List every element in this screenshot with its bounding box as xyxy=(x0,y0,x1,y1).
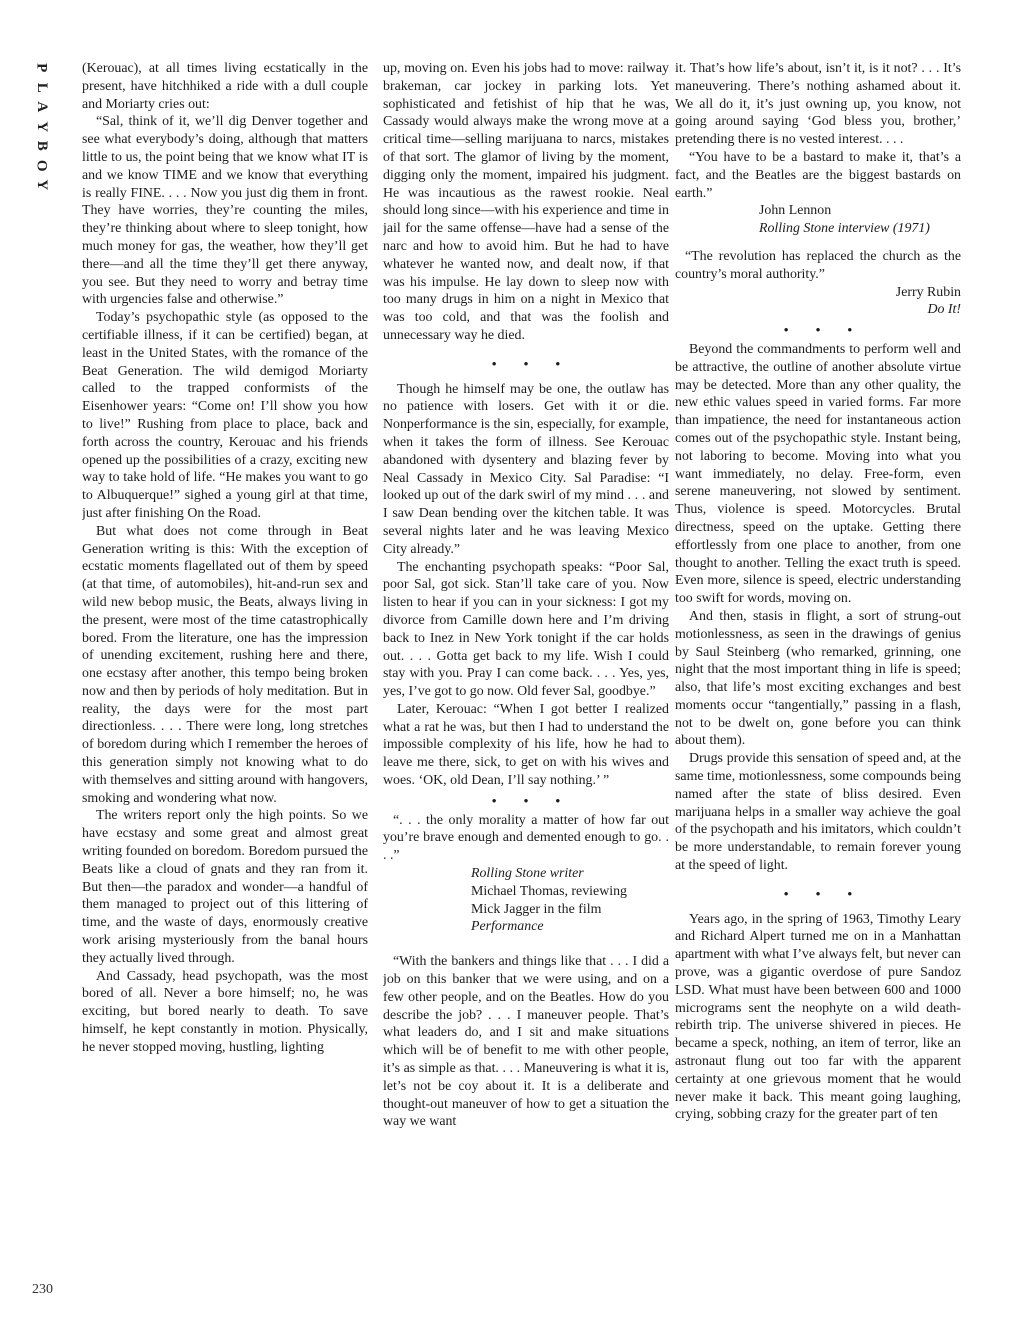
attribution-line: Mick Jagger in the film xyxy=(471,901,602,917)
masthead-letter: Y xyxy=(33,120,50,132)
epigraph-quote: “With the bankers and things like that . . . I did a job on this banker that we were using, and on a few other people, and on the Beatles. How do you describe the job? . . . I maneuver people. That’s what leaders do, and I sit and make situations which will be of benefit to me with other people, it’s as simple as that. . . . Maneuvering is what it is, let’s not be coy about it. It is a deliberate and thought-out maneuver of how to get a situation the way we want xyxy=(383,954,669,1130)
masthead-letter: Y xyxy=(33,179,50,191)
attribution-publication: Rolling Stone writer xyxy=(471,866,584,882)
page-number: 230 xyxy=(32,1282,53,1297)
attribution-author: John Lennon xyxy=(759,203,832,219)
attribution-film: Performance xyxy=(471,919,544,935)
masthead-letter: P xyxy=(33,63,50,73)
section-separator: • • • xyxy=(491,792,573,808)
paragraph: Later, Kerouac: “When I got better I realized what a rat he was, but then I had to understand the impossible complexity of his life, how he had to leave me there, sick, to get on with his wives and woes. ‘OK, old Dean, I’ll say nothing.’ ” xyxy=(383,701,669,789)
paragraph: “You have to be a bastard to make it, that’s a fact, and the Beatles are the biggest bastards on earth.” xyxy=(675,149,961,201)
section-separator: • • • xyxy=(783,885,865,901)
paragraph: And then, stasis in flight, a sort of strung-out motionlessness, as seen in the drawings of genius by Saul Steinberg (who remarked, grinning, one night that the most important thing in life is speed; also, that life’s most exciting exchanges and best moments occur “tangentially,” passing in a flash, not to be dwelt on, gone before you can think about them). xyxy=(675,608,961,749)
paragraph: (Kerouac), at all times living ecstatically in the present, have hitchhiked a ride with a dull couple and Moriarty cries out: xyxy=(82,61,368,112)
paragraph: The enchanting psychopath speaks: “Poor Sal, poor Sal, got sick. Stan’ll take care of you. Now listen to hear if you can in your sickness: I got my divorce from Camille down here and I’m driving back to Inez in New York tonight if the car holds out. . . . Gotta get back to my life. Wish I could stay with you. Pray I can come back. . . . Yes, yes, yes, I’ve got to go now. Old fever Sal, goodbye.” xyxy=(383,559,669,700)
paragraph: “Sal, think of it, we’ll dig Denver together and see what everybody’s doing, although that matters little to us, the point being that we know what IT is and we know TIME and we know that everything is really FINE. . . . Now you just dig them in front. They have worries, they’re counting the miles, they’re thinking about where to sleep tonight, how much money for gas, the weather, how they’ll get there—and all the time they’ll get there anyway, you see. But they need to worry and betray time with urgencies false and otherwise.” xyxy=(82,114,368,308)
attribution-author: Michael Thomas, reviewing xyxy=(471,883,627,899)
paragraph: And Cassady, head psychopath, was the most bored of all. Never a bore himself; no, he was exciting, but bored nearly to death. To save himself, he kept constantly in motion. Physically, he never stopped moving, hustling, lighting xyxy=(82,968,368,1055)
masthead-letter: L xyxy=(33,82,50,93)
paragraph: Today’s psychopathic style (as opposed to the certifiable illness, if it can be certified) began, at least in the United States, with the romance of the Beat Generation. The wild demigod Moriarty called to the trapped conformists of the Eisenhower years: “Come on! I’ll show you how to live!” Rushing from place to place, back and forth across the country, Kerouac and his friends opened up the possibilities of a crazy, exciting new way to take hold of life. “He makes you want to go to Albuquerque!” sighed a young girl at that time, just after finishing On the Road. xyxy=(82,310,368,521)
epigraph-quote: “. . . the only morality a matter of how far out you’re brave enough and demented enough to go. . . .” xyxy=(383,812,669,864)
paragraph: it. That’s how life’s about, isn’t it, is it not? . . . It’s maneuvering. There’s nothing ashamed about it. We all do it, it’s just owning up, you know, not going around saying ‘God bless you, brother,’ pretending there is no vested interest. . . . xyxy=(675,61,961,148)
paragraph: Though he himself may be one, the outlaw has no patience with losers. Get with it or die. Nonperformance is the sin, especially, for example, when it takes the form of illness. See Kerouac abandoned with dysentery and blazing fever by Neal Cassady in Mexico City. Sal Paradise: “I looked up out of the dark swirl of my mind . . . and I saw Dean bending over the kitchen table. It was several nights later and he was leaving Mexico City already.” xyxy=(383,381,669,557)
paragraph: up, moving on. Even his jobs had to move: railway brakeman, car jockey in parking lots. Yet sophisticated and fetishist of hip that he was, Cassady would always make the wrong move at a critical time—selling marijuana to narcs, mistakes of that sort. The glamor of living by the moment, digging only the moment, impaired his judgment. He was incautious as the rawest rookie. Neal should long since—with his experience and time in jail for the same offense—have had a sense of the narc and how to avoid him. But he had to have whatever he wanted now, and dealt now, if that was his impulse. He lay down to sleep now with too many drugs in him on a night in Mexico that was too cold, and that was the foolish and unnecessary way he died. xyxy=(383,61,669,343)
masthead-letter: O xyxy=(33,159,50,172)
paragraph: The writers report only the high points. So we have ecstasy and some great and almost great writing founded on boredom. Boredom pursued the Beats like a cloud of gnats and they ran from it. But then—the paradox and wonder—a handful of them managed to project out of this littering of time, and the waste of days, enormously creative work arising mysteriously from the banal hours they actually lived through. xyxy=(82,808,368,966)
section-separator: • • • xyxy=(491,355,573,371)
text-column-3 xyxy=(675,60,961,1292)
masthead-letter: A xyxy=(33,101,50,113)
text-column-1 xyxy=(82,60,368,1292)
paragraph: But what does not come through in Beat Generation writing is this: With the exception of ecstatic moments flagellated out of them by speed (at that time, of automobiles), hit-and-run sex and wild new bebop music, the Beats, always living in the present, were most of the time catastrophically bored. From the literature, one has the impression of unending excitement, rushing here and there, one ecstasy after another, this tempo being broken now and then by periods of holy meditation. But in reality, the days were for the most part directionless. . . . There were long, long stretches of boredom during which I remember the heroes of this generation simply not knowing what to do with themselves and sitting around with hangovers, smoking and wondering what now. xyxy=(82,523,368,806)
attribution-book: Do It! xyxy=(927,302,961,318)
paragraph: Years ago, in the spring of 1963, Timothy Leary and Richard Alpert turned me on in a Manhattan apartment with what I’ve always felt, but never can prove, was a gigantic overdose of pure Sandoz LSD. What must have been between 600 and 1000 micrograms sent the neophyte on a wild death-rebirth trip. The universe shivered in pieces. He became a speck, nothing, an item of terror, like an astronaut flung out too far with the apparent certainty at one grievous moment that he would never make it back. This meant going laughing, crying, sobbing crazy for the greater part of ten xyxy=(675,911,961,1123)
paragraph: Beyond the commandments to perform well and be attractive, the outline of another absolute virtue may be detected. More than any other quality, the new ethic values speed in varied forms. Far more than impatience, the need for instantaneous action comes out of the psychopathic style. Instant being, not laboring to become. Moving into what you want immediately, no delay. Free-form, even serene maneuvering, not slowed by sentiment. Thus, violence is speed. Motorcycles. Brutal directness, speed on the uptake. Getting there effortlessly from one place to another, from one thought to another. Telling the exact truth is speed. Even more, silence is speed, electric understanding too swift for words, moving on. xyxy=(675,341,961,607)
masthead-letter: B xyxy=(33,140,50,151)
paragraph: Drugs provide this sensation of speed and, at the same time, motionlessness, some compounds being named after the state of bliss desired. Even marijuana helps in a smaller way achieve the goal of the psychopath and his imitators, which couldn’t be more understandable, to remain forever young at the speed of light. xyxy=(675,751,961,874)
attribution-publication: Rolling Stone interview (1971) xyxy=(759,221,930,237)
attribution-author: Jerry Rubin xyxy=(895,284,961,300)
masthead-playboy xyxy=(30,58,52,195)
text-column-2 xyxy=(383,60,669,1292)
section-separator: • • • xyxy=(783,322,865,338)
epigraph-quote: “The revolution has replaced the church as the country’s moral authority.” xyxy=(675,248,961,282)
